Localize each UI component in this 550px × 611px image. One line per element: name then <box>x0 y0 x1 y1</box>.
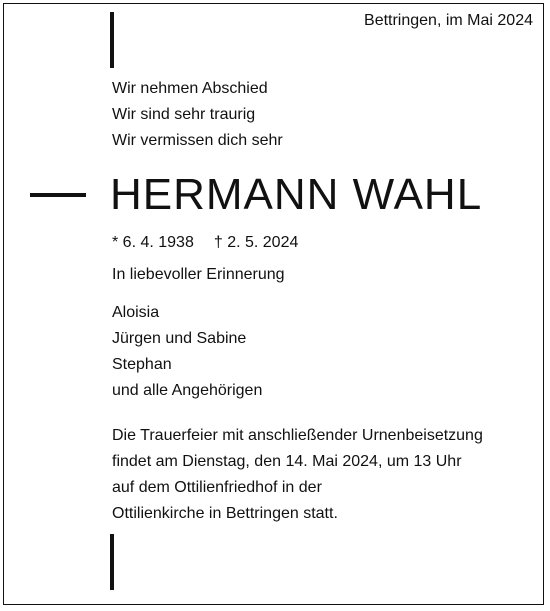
death-date: † 2. 5. 2024 <box>213 234 299 251</box>
place-date: Bettringen, im Mai 2024 <box>364 12 533 29</box>
mourner: Aloisia <box>112 304 160 321</box>
deceased-name: HERMANN WAHL <box>110 170 483 219</box>
mourner: und alle Angehörigen <box>112 382 263 399</box>
farewell-line: Wir nehmen Abschied <box>112 80 268 97</box>
mourners-list <box>112 300 262 404</box>
life-dates <box>112 233 298 253</box>
mourner: Stephan <box>112 356 172 373</box>
bottom-vertical-rule <box>110 534 114 590</box>
birth-date: * 6. 4. 1938 <box>112 234 194 251</box>
name-dash-rule <box>30 193 86 197</box>
farewell-line: Wir sind sehr traurig <box>112 106 256 123</box>
mourner: Jürgen und Sabine <box>112 330 247 347</box>
service-line: findet am Dienstag, den 14. Mai 2024, um 13 Uhr <box>112 453 462 470</box>
farewell-line: Wir vermissen dich sehr <box>112 132 283 149</box>
service-line: Ottilienkirche in Bettringen statt. <box>112 505 338 522</box>
memory-line: In liebevoller Erinnerung <box>112 266 285 283</box>
service-line: Die Trauerfeier mit anschließender Urnenbeisetzung <box>112 427 483 444</box>
service-line: auf dem Ottilienfriedhof in der <box>112 479 322 496</box>
top-vertical-rule <box>110 12 114 68</box>
funeral-service-info <box>112 423 483 527</box>
farewell-lines <box>112 76 283 154</box>
